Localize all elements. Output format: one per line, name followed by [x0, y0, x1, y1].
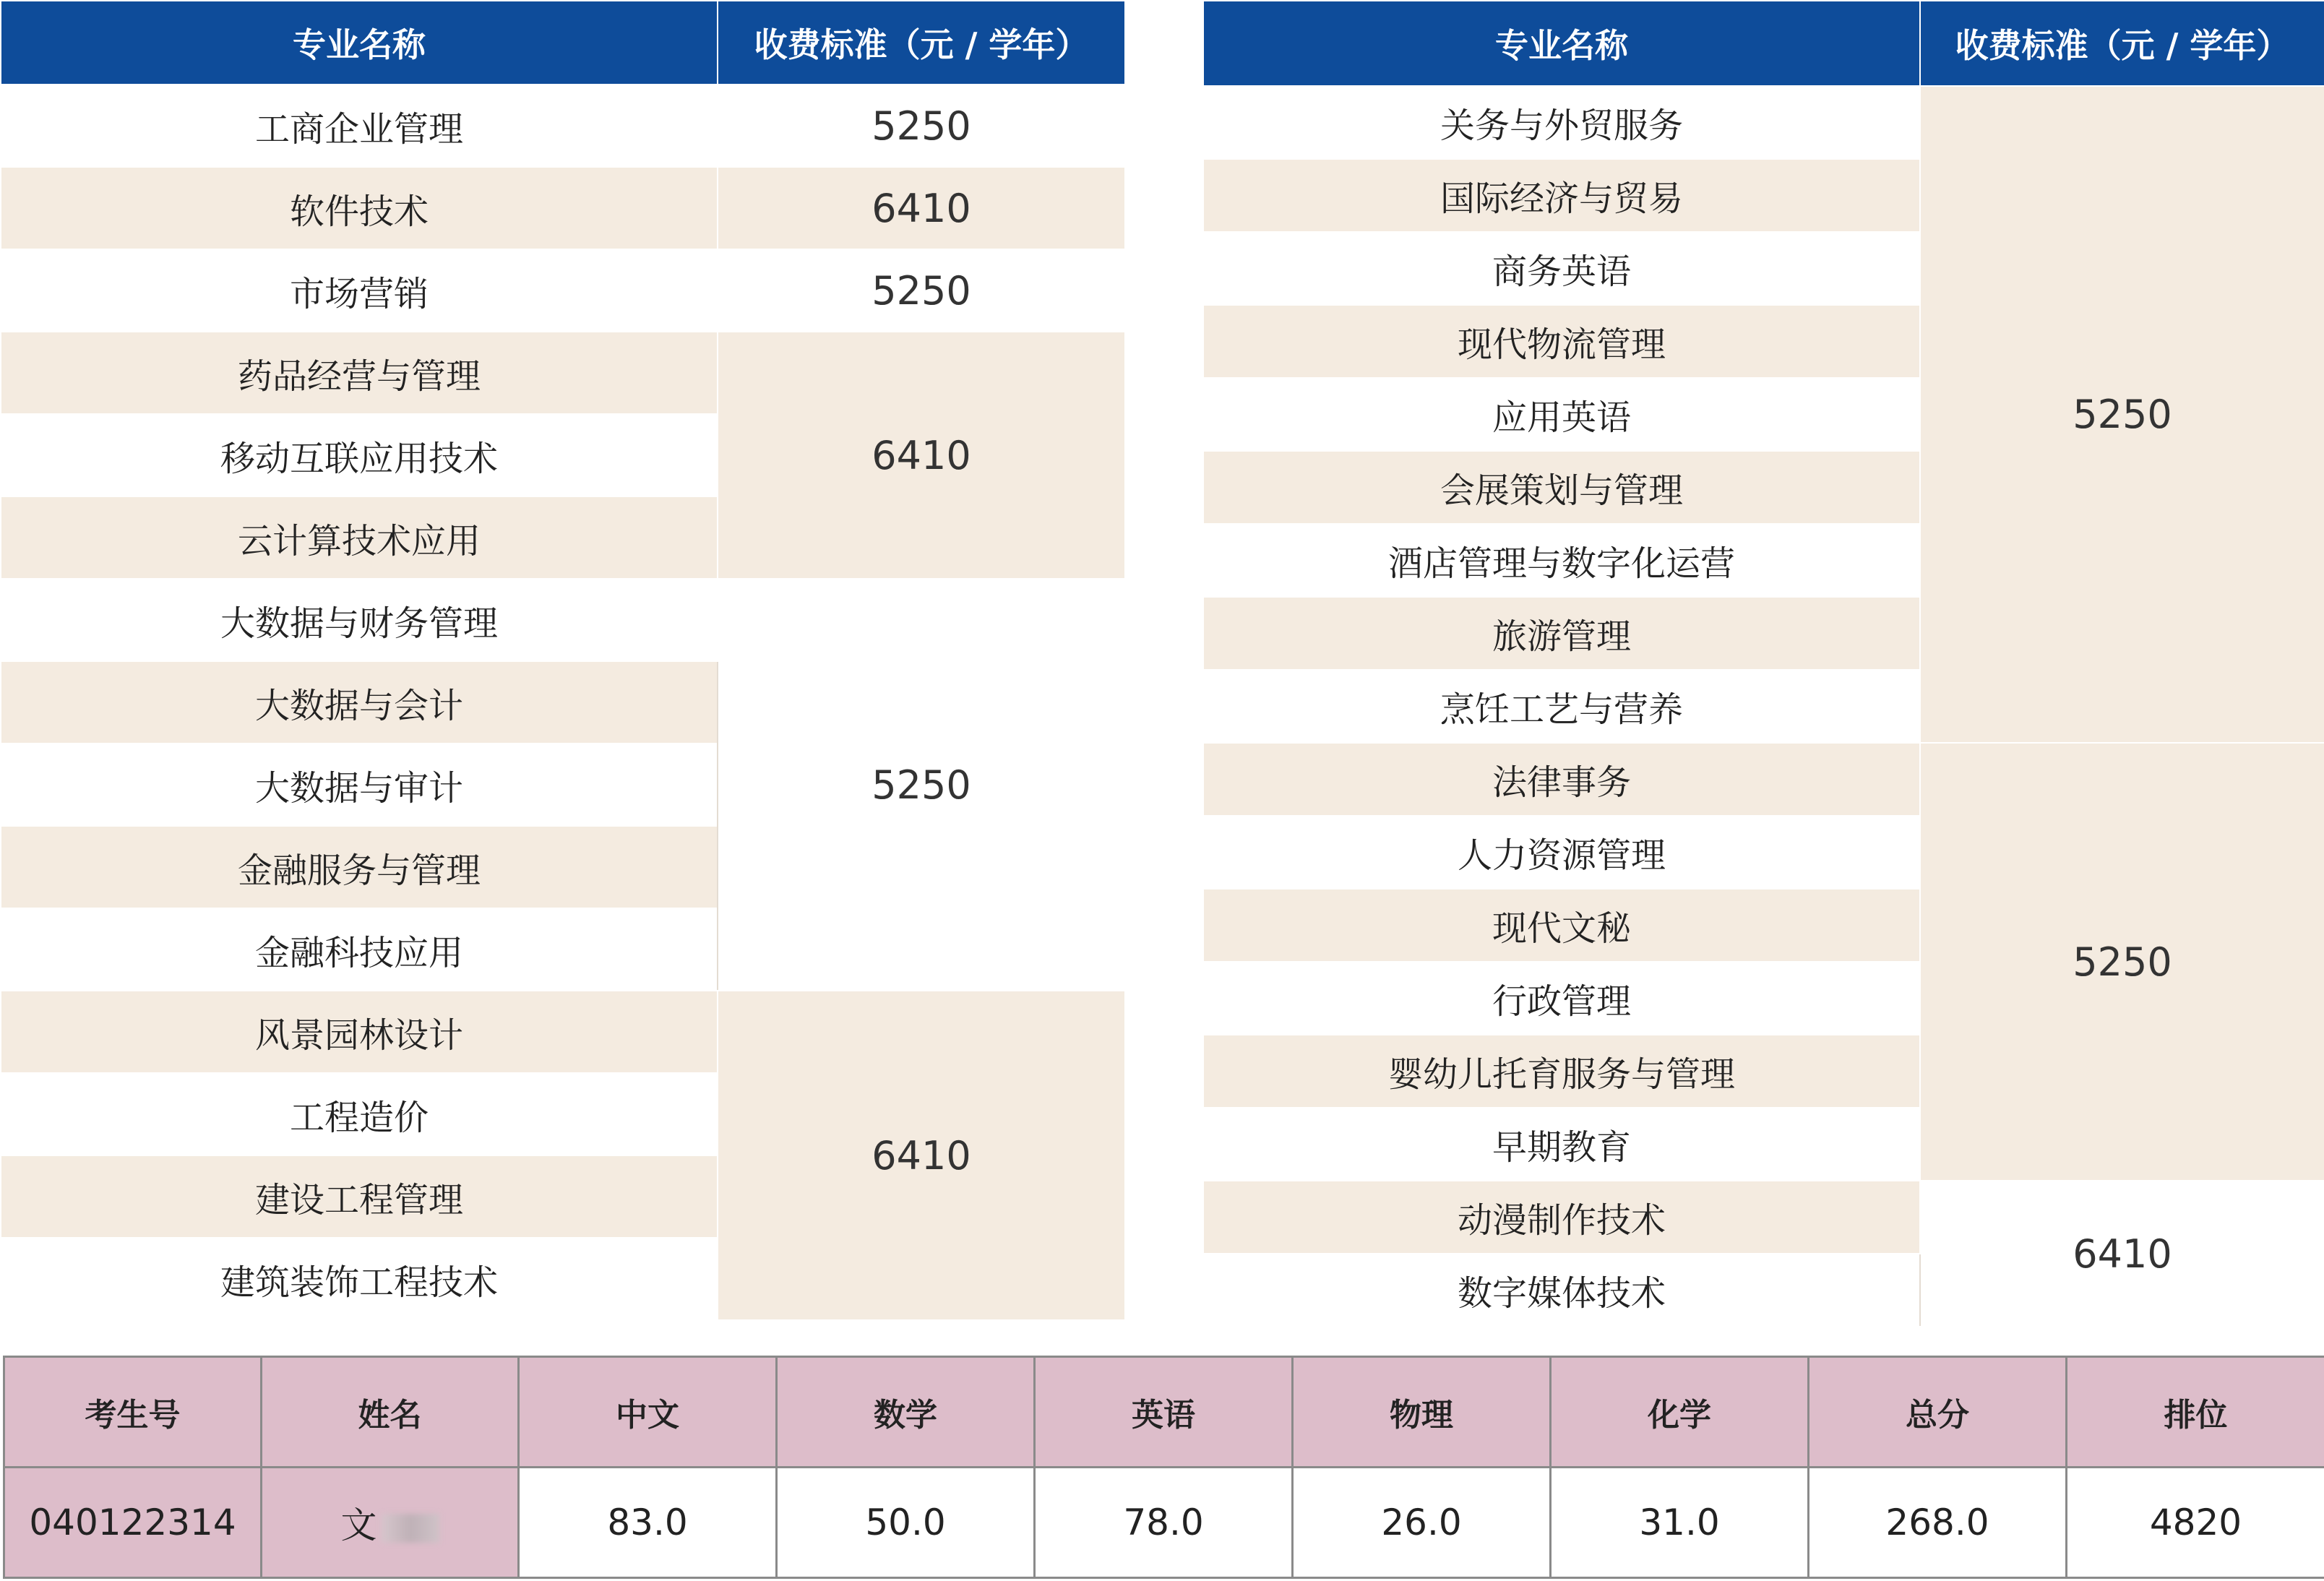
major-name: 人力资源管理 — [1203, 816, 1920, 889]
score-physics: 26.0 — [1293, 1468, 1551, 1578]
major-name: 会展策划与管理 — [1203, 451, 1920, 524]
major-name: 风景园林设计 — [1, 991, 718, 1073]
score-header-row — [4, 1357, 2324, 1468]
score-table — [3, 1356, 2324, 1579]
major-name: 烹饪工艺与营养 — [1203, 670, 1920, 743]
table-row — [1203, 1181, 2324, 1254]
table-row — [1, 579, 1125, 661]
table-row — [1, 85, 1125, 167]
major-name: 国际经济与贸易 — [1203, 159, 1920, 232]
score-total: 268.0 — [1809, 1468, 2067, 1578]
student-name — [262, 1468, 519, 1578]
fee-value: 6410 — [718, 167, 1125, 249]
left-table-header — [1, 1, 1125, 85]
major-name: 金融服务与管理 — [1, 826, 718, 908]
fee-value: 5250 — [718, 579, 1125, 991]
fee-value: 5250 — [718, 249, 1125, 332]
header-math: 数学 — [777, 1357, 1035, 1468]
header-rank: 排位 — [2067, 1357, 2324, 1468]
left-fee-table — [0, 0, 1126, 1321]
major-name: 应用英语 — [1203, 378, 1920, 451]
major-name: 动漫制作技术 — [1203, 1181, 1920, 1254]
column-header-fee: 收费标准（元 / 学年） — [718, 1, 1125, 85]
table-row — [1203, 86, 2324, 159]
exam-number: 040122314 — [4, 1468, 262, 1578]
major-name: 市场营销 — [1, 249, 718, 332]
table-row — [1203, 743, 2324, 816]
major-name: 现代文秘 — [1203, 889, 1920, 962]
major-name: 软件技术 — [1, 167, 718, 249]
major-name: 婴幼儿托育服务与管理 — [1203, 1035, 1920, 1108]
major-name: 商务英语 — [1203, 232, 1920, 305]
major-name: 大数据与会计 — [1, 661, 718, 744]
fee-value: 6410 — [718, 332, 1125, 579]
column-header-fee: 收费标准（元 / 学年） — [1920, 1, 2324, 86]
score-value-row — [4, 1468, 2324, 1578]
score-english: 78.0 — [1035, 1468, 1293, 1578]
student-name-text: 文 — [340, 1504, 377, 1546]
column-header-major: 专业名称 — [1203, 1, 1920, 86]
header-english: 英语 — [1035, 1357, 1293, 1468]
major-name: 建设工程管理 — [1, 1155, 718, 1238]
major-name: 云计算技术应用 — [1, 496, 718, 579]
table-row — [1, 991, 1125, 1073]
score-rank: 4820 — [2067, 1468, 2324, 1578]
major-name: 移动互联应用技术 — [1, 414, 718, 496]
major-name: 建筑装饰工程技术 — [1, 1238, 718, 1320]
major-name: 旅游管理 — [1203, 597, 1920, 670]
table-row — [1, 167, 1125, 249]
major-name: 酒店管理与数字化运营 — [1203, 524, 1920, 597]
table-row — [1, 249, 1125, 332]
right-fee-table — [1202, 0, 2324, 1327]
fee-value: 6410 — [718, 991, 1125, 1320]
column-header-major: 专业名称 — [1, 1, 718, 85]
major-name: 法律事务 — [1203, 743, 1920, 816]
major-name: 早期教育 — [1203, 1108, 1920, 1181]
major-name: 行政管理 — [1203, 962, 1920, 1035]
header-chinese: 中文 — [519, 1357, 777, 1468]
fee-value: 5250 — [1920, 86, 2324, 743]
score-math: 50.0 — [777, 1468, 1035, 1578]
fee-value: 5250 — [718, 85, 1125, 167]
header-total: 总分 — [1809, 1357, 2067, 1468]
major-name: 现代物流管理 — [1203, 305, 1920, 378]
major-name: 大数据与财务管理 — [1, 579, 718, 661]
major-name: 金融科技应用 — [1, 908, 718, 991]
fee-value: 6410 — [1920, 1181, 2324, 1327]
right-table-header — [1203, 1, 2324, 86]
score-chemistry: 31.0 — [1551, 1468, 1809, 1578]
major-name: 工程造价 — [1, 1073, 718, 1155]
fee-value: 5250 — [1920, 743, 2324, 1181]
major-name: 数字媒体技术 — [1203, 1254, 1920, 1327]
major-name: 工商企业管理 — [1, 85, 718, 167]
header-physics: 物理 — [1293, 1357, 1551, 1468]
major-name: 关务与外贸服务 — [1203, 86, 1920, 159]
redacted-blur — [382, 1514, 439, 1543]
header-name: 姓名 — [262, 1357, 519, 1468]
major-name: 大数据与审计 — [1, 744, 718, 826]
score-chinese: 83.0 — [519, 1468, 777, 1578]
header-chemistry: 化学 — [1551, 1357, 1809, 1468]
major-name: 药品经营与管理 — [1, 332, 718, 414]
header-exam-number: 考生号 — [4, 1357, 262, 1468]
table-row — [1, 332, 1125, 414]
